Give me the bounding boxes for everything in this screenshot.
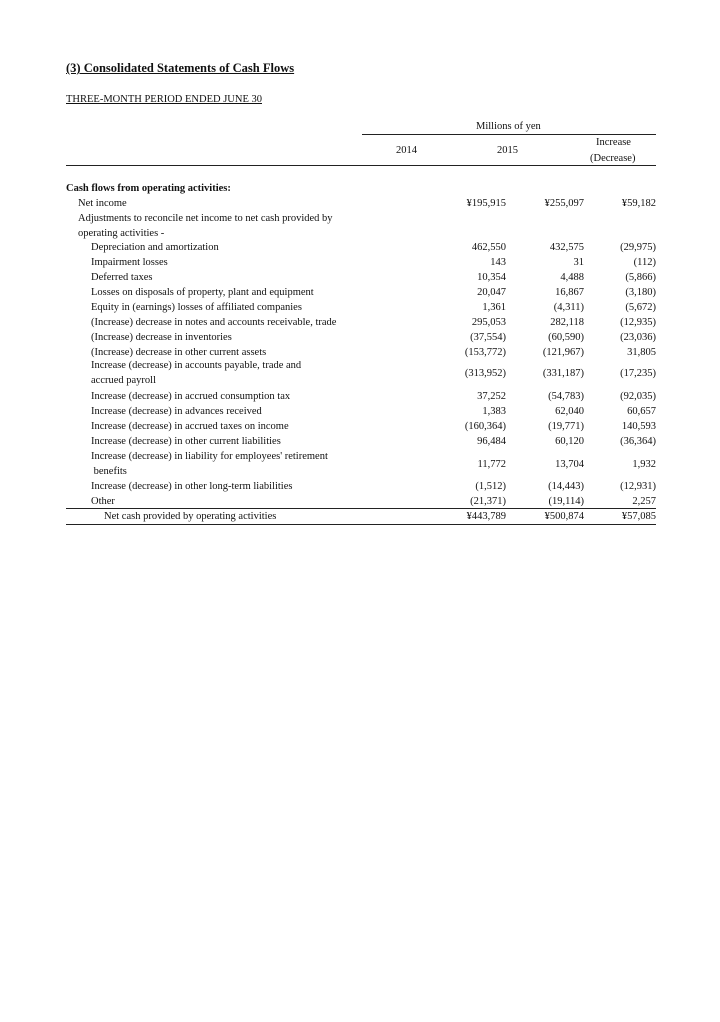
value-2014: 1,361 bbox=[482, 302, 506, 313]
row-label: Net cash provided by operating activities bbox=[104, 511, 277, 522]
column-header-2014: 2014 bbox=[396, 145, 417, 156]
row-label: Impairment losses bbox=[91, 257, 168, 268]
table-row-net-income bbox=[66, 196, 656, 211]
adjustments-heading-line2: operating activities - bbox=[78, 228, 165, 239]
value-2015: (19,771) bbox=[548, 421, 584, 432]
row-label-line2: accrued payroll bbox=[91, 375, 157, 386]
header-rule-top bbox=[362, 134, 656, 135]
value-2014: ¥195,915 bbox=[466, 198, 506, 209]
value-change: (3,180) bbox=[625, 287, 656, 298]
table-row-total bbox=[66, 509, 656, 524]
value-2015: 432,575 bbox=[549, 242, 584, 253]
value-change: (29,975) bbox=[620, 242, 656, 253]
table-row bbox=[66, 449, 656, 479]
value-2015: (54,783) bbox=[548, 391, 584, 402]
row-label: Equity in (earnings) losses of affiliated companies bbox=[91, 302, 302, 313]
table-row bbox=[66, 300, 656, 315]
value-change: (12,935) bbox=[620, 317, 656, 328]
table-row bbox=[66, 404, 656, 419]
table-row bbox=[66, 330, 656, 345]
value-2015: 16,867 bbox=[555, 287, 584, 298]
value-2014: 295,053 bbox=[471, 317, 506, 328]
value-2014: (153,772) bbox=[464, 347, 506, 358]
table-row bbox=[66, 479, 656, 494]
value-2014: (160,364) bbox=[464, 421, 506, 432]
row-label-line2: benefits bbox=[91, 466, 127, 477]
row-label-line1: Increase (decrease) in liability for employees' retirement bbox=[91, 451, 328, 462]
value-2014: 37,252 bbox=[477, 391, 506, 402]
value-2015: ¥500,874 bbox=[544, 511, 584, 522]
table-row bbox=[66, 434, 656, 449]
value-change: ¥59,182 bbox=[621, 198, 656, 209]
value-2015: (121,967) bbox=[542, 347, 584, 358]
value-2015: ¥255,097 bbox=[544, 198, 584, 209]
row-label: Increase (decrease) in other current liabilities bbox=[91, 436, 281, 447]
value-2014: 1,383 bbox=[482, 406, 506, 417]
row-label: (Increase) decrease in other current assets bbox=[91, 347, 267, 358]
value-2015: (60,590) bbox=[548, 332, 584, 343]
table-row bbox=[66, 270, 656, 285]
value-change: (17,235) bbox=[620, 368, 656, 379]
section-heading: Cash flows from operating activities: bbox=[66, 183, 231, 194]
value-change: ¥57,085 bbox=[621, 511, 656, 522]
unit-label: Millions of yen bbox=[476, 121, 541, 132]
row-label: Increase (decrease) in accrued taxes on income bbox=[91, 421, 289, 432]
value-change: (36,364) bbox=[620, 436, 656, 447]
value-change: (5,866) bbox=[625, 272, 656, 283]
value-2014: 143 bbox=[490, 257, 506, 268]
row-label bbox=[91, 358, 301, 388]
row-label: (Increase) decrease in notes and accounts receivable, trade bbox=[91, 317, 337, 328]
row-label: Increase (decrease) in advances received bbox=[91, 406, 262, 417]
row-label bbox=[91, 449, 328, 479]
value-2014: 11,772 bbox=[477, 459, 506, 470]
value-change: (23,036) bbox=[620, 332, 656, 343]
value-change: (5,672) bbox=[625, 302, 656, 313]
value-2014: (21,371) bbox=[470, 496, 506, 507]
table-row bbox=[66, 494, 656, 509]
value-change: 2,257 bbox=[632, 496, 656, 507]
row-label: Increase (decrease) in accrued consumption tax bbox=[91, 391, 291, 402]
value-change: (12,931) bbox=[620, 481, 656, 492]
row-label: Deferred taxes bbox=[91, 272, 153, 283]
value-2014: (313,952) bbox=[464, 368, 506, 379]
value-change: 140,593 bbox=[621, 421, 656, 432]
row-label: Increase (decrease) in other long-term liabilities bbox=[91, 481, 293, 492]
value-2014: (1,512) bbox=[475, 481, 506, 492]
value-2015: 31 bbox=[573, 257, 584, 268]
column-header-change-line1: Increase bbox=[596, 137, 631, 148]
value-2015: 4,488 bbox=[560, 272, 584, 283]
value-2015: (14,443) bbox=[548, 481, 584, 492]
column-header-change-line2: (Decrease) bbox=[590, 153, 636, 164]
adjustments-heading-line1: Adjustments to reconcile net income to net cash provided by bbox=[78, 213, 333, 224]
document-title: (3) Consolidated Statements of Cash Flows bbox=[66, 61, 295, 75]
value-change: 1,932 bbox=[632, 459, 656, 470]
value-2015: (331,187) bbox=[542, 368, 584, 379]
table-row bbox=[66, 419, 656, 434]
row-label: Net income bbox=[78, 198, 127, 209]
value-2015: 62,040 bbox=[555, 406, 584, 417]
table-row bbox=[66, 389, 656, 404]
value-2014: 10,354 bbox=[477, 272, 506, 283]
row-label: Other bbox=[91, 496, 115, 507]
row-label-line1: Increase (decrease) in accounts payable, trade and bbox=[91, 360, 302, 371]
value-2014: 20,047 bbox=[477, 287, 506, 298]
row-label: (Increase) decrease in inventories bbox=[91, 332, 232, 343]
document-period: THREE-MONTH PERIOD ENDED JUNE 30 bbox=[66, 94, 262, 105]
value-2014: (37,554) bbox=[470, 332, 506, 343]
header-rule-bottom bbox=[66, 165, 656, 166]
row-label: Losses on disposals of property, plant and equipment bbox=[91, 287, 314, 298]
value-change: 31,805 bbox=[627, 347, 656, 358]
value-2015: (4,311) bbox=[553, 302, 584, 313]
row-label: Depreciation and amortization bbox=[91, 242, 219, 253]
value-2015: 60,120 bbox=[555, 436, 584, 447]
value-change: (92,035) bbox=[620, 391, 656, 402]
table-row bbox=[66, 240, 656, 255]
value-2014: 96,484 bbox=[477, 436, 506, 447]
value-2015: 13,704 bbox=[555, 459, 584, 470]
table-row bbox=[66, 285, 656, 300]
value-change: 60,657 bbox=[627, 406, 656, 417]
total-rule-bottom bbox=[66, 524, 656, 525]
table-row bbox=[66, 358, 656, 388]
value-2015: 282,118 bbox=[550, 317, 584, 328]
table-row bbox=[66, 315, 656, 330]
column-header-2015: 2015 bbox=[497, 145, 518, 156]
value-change: (112) bbox=[633, 257, 656, 268]
table-row bbox=[66, 255, 656, 270]
value-2014: ¥443,789 bbox=[466, 511, 506, 522]
value-2014: 462,550 bbox=[471, 242, 506, 253]
value-2015: (19,114) bbox=[548, 496, 584, 507]
